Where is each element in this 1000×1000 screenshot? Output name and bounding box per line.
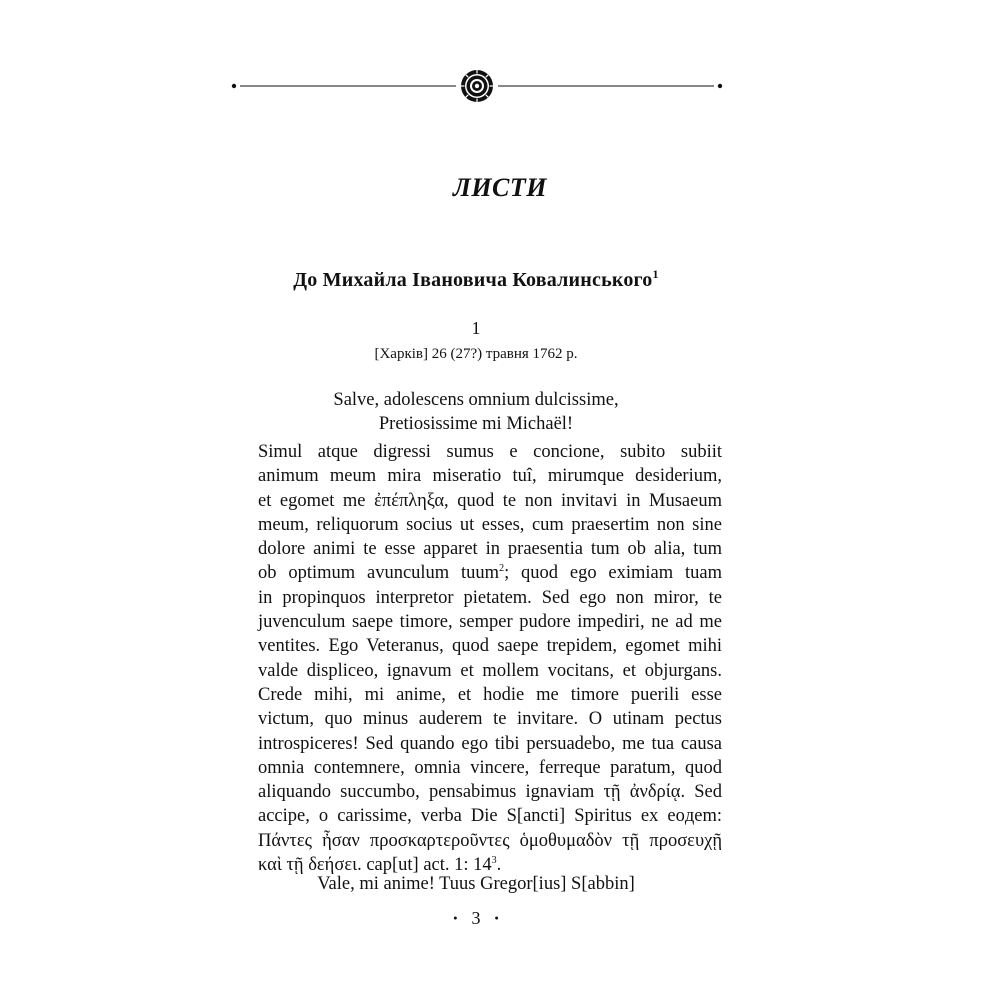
footnote-ref: 2 <box>499 563 505 575</box>
letter-date: [Харків] 26 (27?) травня 1762 р. <box>374 346 578 362</box>
page-number <box>0 908 952 929</box>
body-line: ob optimum avunculum tuum$^2$; quod ego eximiam tuam <box>258 563 722 584</box>
footnote-ref: 3 <box>491 855 497 867</box>
sun-rosette-icon <box>461 70 493 102</box>
salutation-line: Salve, adolescens omnium dulcissime, <box>333 390 619 410</box>
footnote-ref: 1 <box>652 267 659 281</box>
body-line: καὶ τῇ δεήσει. cap[ut] act. 1: $14^3$. <box>258 855 502 876</box>
body-line: in propinquos interpretor pietatem. Sed ego non miror, te <box>258 587 722 608</box>
salutation <box>0 388 952 437</box>
body-line: Πάντες ἦσαν προσκαρτεροῦντες ὁμοθυμαδὸν τῇ προσευχῇ <box>258 830 722 851</box>
letter-number: 1 <box>471 318 481 338</box>
body-line: Simul atque digressi sumus e concione, subito subiit <box>258 442 722 462</box>
letter-body <box>258 440 722 877</box>
body-line: meum, reliquorum socius ut esses, cum praesertim non sine <box>258 514 722 535</box>
page-number-value: 3 <box>471 908 481 928</box>
body-line: valde displiceo, ignavum et mollem vocitans, et objurgans. <box>258 660 722 681</box>
page-title: ЛИСТИ <box>452 173 547 202</box>
header-ornament <box>230 68 724 104</box>
body-line: ventites. Ego Veteranus, quod saepe trepidem, egomet mihi <box>258 636 722 657</box>
body-line: Crede mihi, mi anime, et hodie me timore puerili esse <box>258 684 722 705</box>
body-line: accipe, o carissime, verba Die S[ancti] Spiritus ex eoдem: <box>258 806 722 827</box>
bullet-icon: ● <box>453 914 458 922</box>
body-line: juvenculum saepe timore, semper pudore impediri, ne ad me <box>258 612 722 633</box>
body-line: victum, quo minus auderem te invitare. O utinam pectus <box>258 709 722 730</box>
body-line: introspiceres! Sed quando ego tibi persuadebo, me tua causa <box>258 733 722 754</box>
section-heading <box>0 267 952 292</box>
body-line: animum meum mira miseratio tuî, mirumque desiderium, <box>258 466 722 487</box>
salutation-line: Pretiosissime mi Michaël! <box>378 414 574 435</box>
bullet-icon: ● <box>494 914 499 922</box>
body-line: dolore animi te esse apparet in praesentia tum ob alia, tum <box>258 539 722 560</box>
body-line: aliquando succumbo, pensabimus ignaviam τῇ ἀνδρίᾳ. Sed <box>258 782 722 803</box>
body-line: et egomet me ἐπέπληξα, quod te non invitavi in Musaeum <box>258 490 722 511</box>
body-line: omnia contemnere, omnia vincere, ferreque paratum, quod <box>258 757 722 778</box>
closing-signature: Vale, mi anime! Tuus Gregor[ius] S[abbin] <box>317 874 635 894</box>
heading-text: До Михайла Івановича Ковалинського <box>293 269 653 291</box>
